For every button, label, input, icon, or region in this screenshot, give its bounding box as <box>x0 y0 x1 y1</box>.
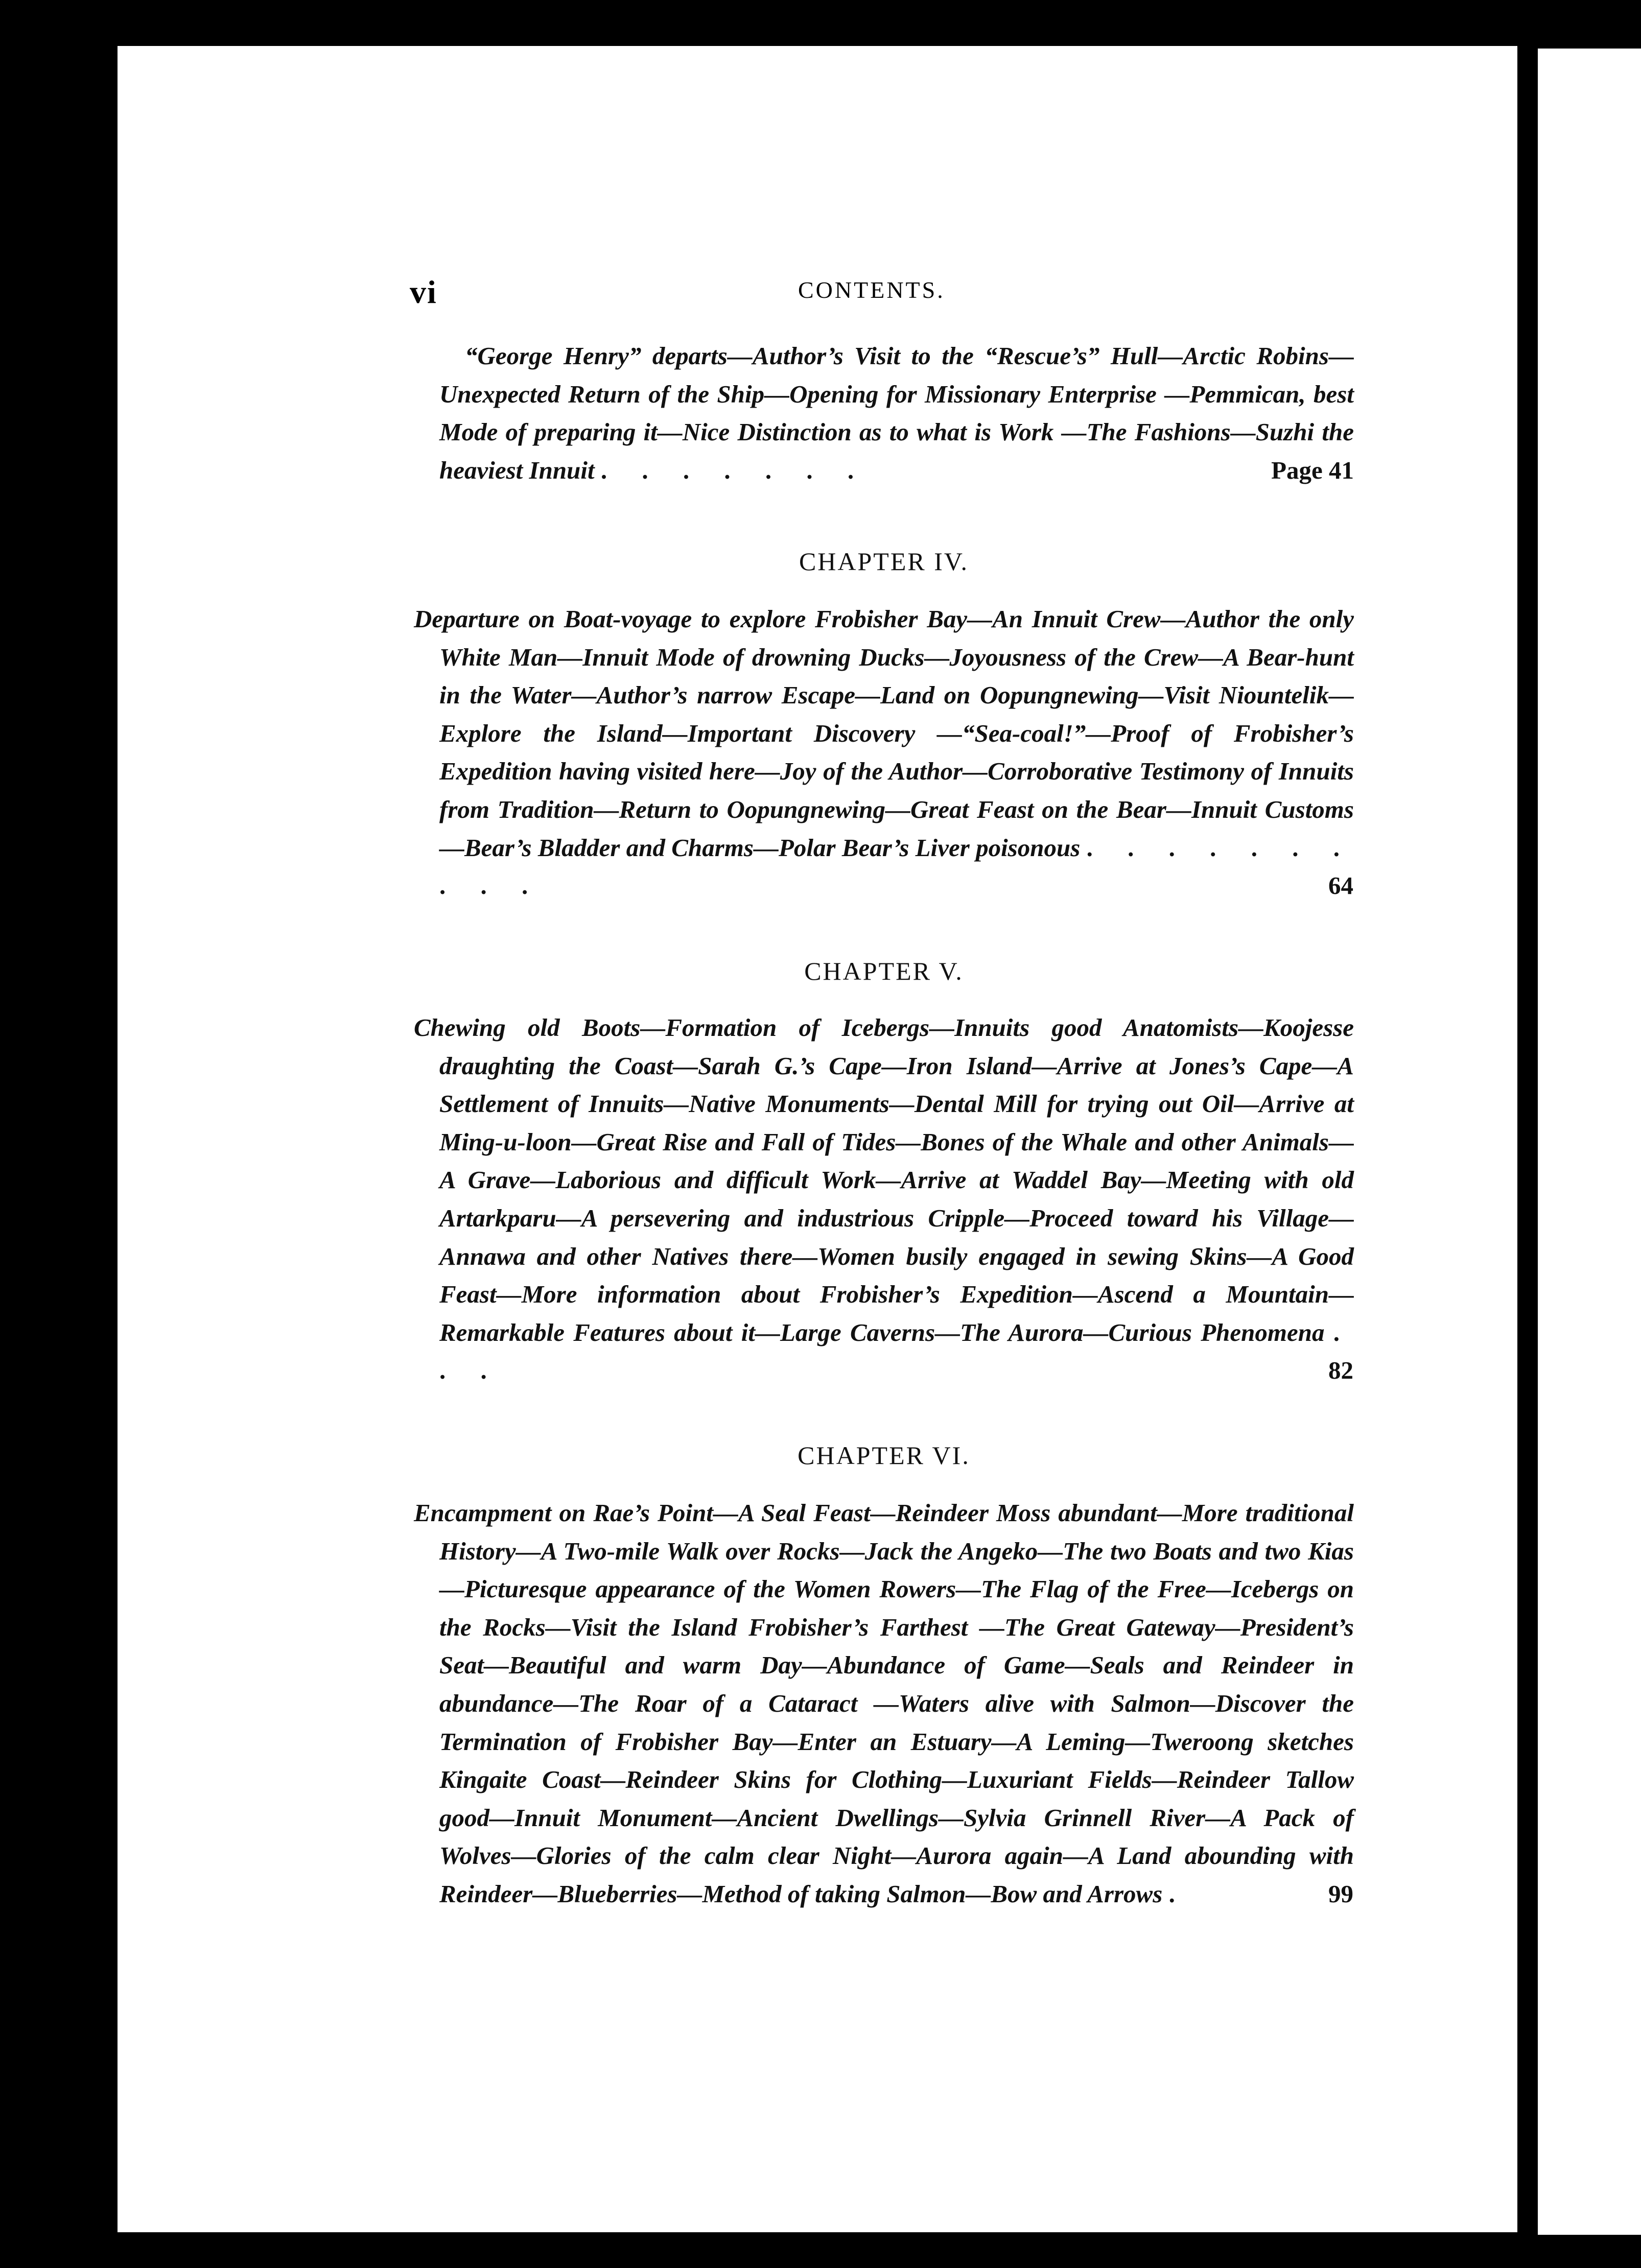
contents-entry-chapter-iv: Departure on Boat-voyage to explore Frobisher Bay—An Innuit Crew—Author the only White Man—Innuit Mode of drowning Ducks—Joyousness of the Crew—A Bear-hunt in the Water—Author’s narrow Escape—Land on Oopungnewing—Visit Niountelik—Explore the Island—Important Discovery —“Sea-coal!”—Proof of Frobisher’s Expedition having visited here—Joy of the Author—Corroborative Testimony of Innuits from Tradition—Return to Oopungnewing—Great Feast on the Bear—Innuit Customs—Bear’s Bladder and Charms—Polar Bear’s Liver poisonous . . . . . . . . . . 64 <box>414 605 1354 900</box>
entry-summary: Departure on Boat-voyage to explore Frobisher Bay—An Innuit Crew—Author the only White Man—Innuit Mode of drowning Ducks—Joyousness of the Crew—A Bear-hunt in the Water—Author’s narrow Escape—Land on Oopungnewing—Visit Niountelik—Explore the Island—Important Discovery —“Sea-coal!”—Proof of Frobisher’s Expedition having visited here—Joy of the Author—Corroborative Testimony of Innuits from Tradition—Return to Oopungnewing—Great Feast on the Bear—Innuit Customs—Bear’s Bladder and Charms—Polar Bear’s Liver poisonous <box>414 605 1354 862</box>
chapter-heading-v: CHAPTER V. <box>804 957 964 985</box>
contents-entry-chapter-v: Chewing old Boots—Formation of Icebergs—Innuits good Anatomists—Koojesse draughting the Coast—Sarah G.’s Cape—Iron Island—Arrive at Jones’s Cape—A Settlement of Innuits—Native Monuments—Dental Mill for trying out Oil—Arrive at Ming-u-loon—Great Rise and Fall of Tides—Bones of the Whale and other Animals—A Grave—Laborious and difficult Work—Arrive at Waddel Bay—Meeting with old Artarkparu—A persevering and industrious Cripple—Proceed toward his Village—Annawa and other Natives there—Women busily engaged in sewing Skins—A Good Feast—More information about Frobisher’s Expedition—Ascend a Mountain—Remarkable Features about it—Large Caverns—The Aurora—Curious Phenomena . . . 82 <box>414 1013 1354 1385</box>
contents-entry-chapter-iii-continued <box>414 337 1354 489</box>
page-header <box>410 273 1355 314</box>
entry-page-number: Page 41 <box>1271 456 1354 484</box>
entry-summary: Chewing old Boots—Formation of Icebergs—Innuits good Anatomists—Koojesse draughting the Coast—Sarah G.’s Cape—Iron Island—Arrive at Jones’s Cape—A Settlement of Innuits—Native Monuments—Dental Mill for trying out Oil—Arrive at Ming-u-loon—Great Rise and Fall of Tides—Bones of the Whale and other Animals—A Grave—Laborious and difficult Work—Arrive at Waddel Bay—Meeting with old Artarkparu—A persevering and industrious Cripple—Proceed toward his Village—Annawa and other Natives there—Women busily engaged in sewing Skins—A Good Feast—More information about Frobisher’s Expedition—Ascend a Mountain—Remarkable Features about it—Large Caverns—The Aurora—Curious Phenomena <box>414 1013 1354 1346</box>
entry-summary: “George Henry” departs—Author’s Visit to the “Rescue’s” Hull—Arctic Robins—Unexpected Return of the Ship—Opening for Missionary Enterprise —Pemmican, best Mode of preparing it—Nice Distinction as to what is Work —The Fashions—Suzhi the heaviest Innuit <box>439 342 1354 484</box>
running-head-title: CONTENTS. <box>798 277 945 303</box>
dot-leaders: . <box>1168 1879 1189 1908</box>
facing-page-edge <box>1538 49 1641 2235</box>
page-number-folio: vi <box>410 274 437 310</box>
dot-leaders: . . . <box>439 1318 1354 1385</box>
chapter-heading-vi: CHAPTER VI. <box>798 1441 970 1470</box>
entry-summary: Encampment on Rae’s Point—A Seal Feast—Reindeer Moss abundant—More traditional History—A Two-mile Walk over Rocks—Jack the Angeko—The two Boats and two Kias—Picturesque appearance of the Women Rowers—The Flag of the Free—Icebergs on the Rocks—Visit the Island Frobisher’s Farthest —The Great Gateway—President’s Seat—Beautiful and warm Day—Abundance of Game—Seals and Reindeer in abundance—The Roar of a Cataract —Waters alive with Salmon—Discover the Termination of Frobisher Bay—Enter an Estuary—A Leming—Tweroong sketches Kingaite Coast—Reindeer Skins for Clothing—Luxuriant Fields—Reindeer Tallow good—Innuit Monument—Ancient Dwellings—Sylvia Grinnell River—A Pack of Wolves—Glories of the calm clear Night—Aurora again—A Land abounding with Reindeer—Blueberries—Method of taking Salmon—Bow and Arrows <box>414 1499 1354 1908</box>
dot-leaders: . . . . . . . . . . <box>439 833 1354 900</box>
contents-entry-chapter-vi: Encampment on Rae’s Point—A Seal Feast—Reindeer Moss abundant—More traditional History—A Two-mile Walk over Rocks—Jack the Angeko—The two Boats and two Kias—Picturesque appearance of the Women Rowers—The Flag of the Free—Icebergs on the Rocks—Visit the Island Frobisher’s Farthest —The Great Gateway—President’s Seat—Beautiful and warm Day—Abundance of Game—Seals and Reindeer in abundance—The Roar of a Cataract —Waters alive with Salmon—Discover the Termination of Frobisher Bay—Enter an Estuary—A Leming—Tweroong sketches Kingaite Coast—Reindeer Skins for Clothing—Luxuriant Fields—Reindeer Tallow good—Innuit Monument—Ancient Dwellings—Sylvia Grinnell River—A Pack of Wolves—Glories of the calm clear Night—Aurora again—A Land abounding with Reindeer—Blueberries—Method of taking Salmon—Bow and Arrows . 99 <box>414 1499 1354 1908</box>
chapter-heading-iv: CHAPTER IV. <box>799 547 969 576</box>
dot-leaders: . . . . . . . <box>600 456 869 484</box>
